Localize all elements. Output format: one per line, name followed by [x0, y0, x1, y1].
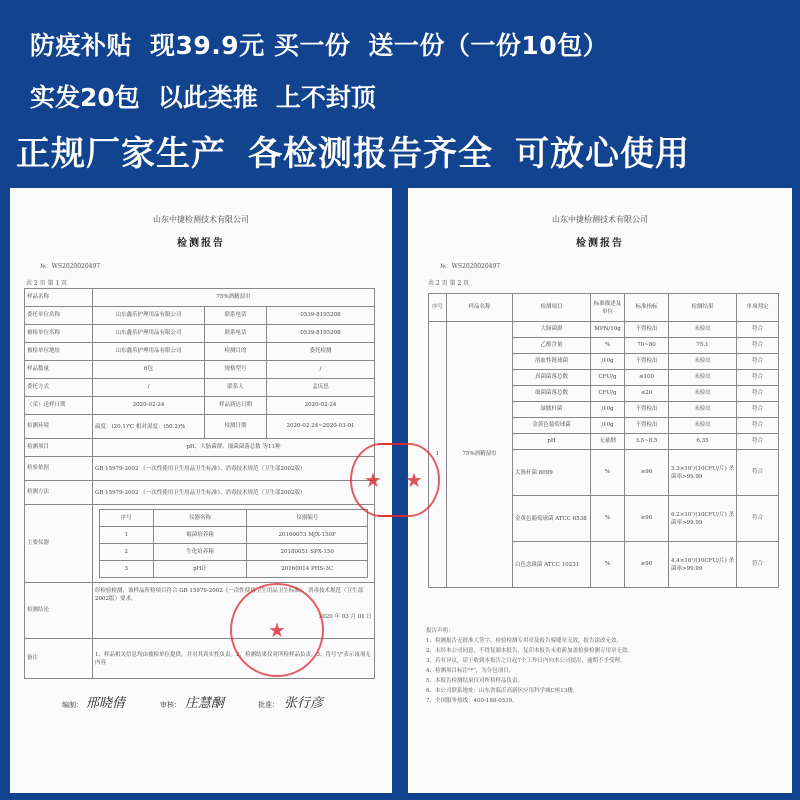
report-number: №：WS2020020497 — [440, 263, 501, 270]
cell-value: 不得检出 — [625, 322, 669, 338]
cell-value: 细菌菌落总数 — [513, 386, 591, 402]
cell-value: CFU/g — [591, 386, 625, 402]
cell-value: 真菌菌落总数 — [513, 370, 591, 386]
banner-line-1 — [30, 26, 608, 62]
page-indicator: 共 2 页 第 2 页 — [428, 280, 470, 287]
cell-value: 2020-02-24 — [93, 397, 205, 415]
column-header: 标准描述及单位 — [591, 294, 625, 322]
table-row — [25, 415, 375, 439]
report-number: №：WS2020020497 — [40, 263, 101, 270]
column-header: 标准指标 — [625, 294, 669, 322]
cell-value: 符合 — [737, 386, 779, 402]
cell-value: ≤20 — [625, 386, 669, 402]
table-row — [25, 379, 375, 397]
cell-label: 备注 — [25, 639, 93, 679]
cell-value: % — [591, 496, 625, 542]
cell-value: 符合 — [737, 338, 779, 354]
table-row — [429, 322, 779, 338]
cell-value: 符合 — [737, 354, 779, 370]
cell-value: 符合 — [737, 496, 779, 542]
cell-label: 样品到达日期 — [205, 397, 267, 415]
cell-label: 委托单位名称 — [25, 307, 93, 325]
cell-value: 1 — [100, 527, 154, 544]
cell-value: 20180051 SPX-150 — [247, 544, 368, 561]
page-indicator: 共 2 页 第 1 页 — [26, 280, 68, 287]
reports-text: 各检测报告齐全 — [248, 134, 493, 174]
instruments-table — [99, 509, 368, 578]
table-row — [25, 505, 375, 583]
cell-value: ≥90 — [625, 496, 669, 542]
cell-value: pH — [513, 434, 591, 450]
banner-line-2 — [30, 78, 376, 114]
cell-value: MPN/10g — [591, 322, 625, 338]
column-header: 仪器编号 — [247, 510, 368, 527]
cell-value: CFU/g — [591, 370, 625, 386]
statement-item: 6、本公司联系地址：山东省临沂高新区应用科学城C座13楼。 — [426, 688, 579, 694]
reviewer-signature: 庄慧酮 — [185, 696, 225, 711]
cell-value: % — [591, 542, 625, 588]
cell-value: 75%酒精湿巾 — [447, 322, 513, 588]
cell-value: 金黄色葡萄球菌 ATCC 6538 — [513, 496, 591, 542]
cell-value: ≥90 — [625, 450, 669, 496]
cell-label: 主要仪器 — [25, 505, 93, 583]
statement-title: 报告声明： — [426, 628, 454, 634]
table-row — [25, 457, 375, 481]
remark-text: 1、样品相关信息均由被检单位提供，并对其真实性负责。2、检测结果仅对所检样品负责。3、符号"/"表示该项无内容 — [93, 639, 375, 679]
column-header: 检测项目 — [513, 294, 591, 322]
statement-item: 2、未经本公司同意，不得复制本报告，复印本报告未重新加盖检验检测专用章无效。 — [426, 648, 634, 654]
cell-value: / — [93, 379, 205, 397]
cell-value: 3 — [100, 561, 154, 578]
cell-value: 1 — [429, 322, 447, 588]
cell-value: 符合 — [737, 370, 779, 386]
cell-value: /10g — [591, 354, 625, 370]
gift-text: 送一份（一份10包） — [368, 31, 609, 60]
cell-label: 被检单位地址 — [25, 343, 93, 361]
cell-value: 温度：(20.1)℃ 相对湿度：(50.2)% — [93, 415, 205, 439]
table-row — [25, 307, 375, 325]
cell-value: 4.4×10⁷/(10CFU/片) 杀菌率>99.99 — [669, 542, 737, 588]
cell-label: 联系电话 — [205, 325, 267, 343]
cell-value: 大肠杆菌 8099 — [513, 450, 591, 496]
cell-value: 3.5~8.5 — [625, 434, 669, 450]
table-header-row — [429, 294, 779, 322]
column-header: 单项判定 — [737, 294, 779, 322]
banner-line-3 — [16, 126, 690, 175]
factory-text: 正规厂家生产 — [16, 134, 226, 174]
statement-item: 7、全国服务热线：400-188-0539。 — [426, 698, 518, 704]
subsidy-text: 防疫补贴 — [30, 31, 133, 60]
cell-value: ≤100 — [625, 370, 669, 386]
cell-value: 未检出 — [669, 322, 737, 338]
table-row — [25, 639, 375, 679]
cell-value: % — [591, 338, 625, 354]
cell-value: 20160014 PHS-3C — [247, 561, 368, 578]
cell-label: 委托方式 — [25, 379, 93, 397]
approver-label: 批准： — [258, 701, 279, 709]
column-header: 仪器名称 — [153, 510, 247, 527]
company-name: 山东中捷检测技术有限公司 — [552, 215, 648, 224]
table-row — [25, 343, 375, 361]
company-name: 山东中捷检测技术有限公司 — [153, 215, 249, 224]
cell-label: 检验依据 — [25, 457, 93, 481]
table-row — [25, 397, 375, 415]
column-header: 样品名称 — [447, 294, 513, 322]
cell-label: 检测方法 — [25, 481, 93, 505]
cell-value: 乙醇含量 — [513, 338, 591, 354]
star-icon: ★ — [405, 468, 423, 492]
cell-value: 70~80 — [625, 338, 669, 354]
test-report-page-1 — [10, 188, 392, 793]
cell-label: 样品名称 — [25, 289, 93, 307]
statement-item: 3、若有异议，请于收到本报告之日起7个工作日内向本公司提出，逾期不予受理。 — [426, 658, 626, 664]
table-row — [100, 544, 368, 561]
cell-value: / — [267, 361, 375, 379]
cell-value: 符合 — [737, 434, 779, 450]
cell-value: 未检出 — [669, 418, 737, 434]
cell-value: 白色念珠菌 ATCC 10231 — [513, 542, 591, 588]
cell-value: 2020-02-24~2020-03-01 — [267, 415, 375, 439]
cell-value: 大肠菌群 — [513, 322, 591, 338]
cell-label: 检测环境 — [25, 415, 93, 439]
conclusion-text: 经检验检测，该样品所检项目符合 GB 15979-2002《一次性使用卫生用品卫生标准》、消毒技术规范（卫生部2002版）要求。 — [95, 588, 364, 602]
cell-value: 75%酒精湿巾 — [93, 289, 375, 307]
cell-value: pH计 — [153, 561, 247, 578]
approver-signature: 张行彦 — [284, 696, 324, 711]
cell-value: 未检出 — [669, 354, 737, 370]
cell-value: 符合 — [737, 418, 779, 434]
cell-value: /10g — [591, 402, 625, 418]
cell-label: 检测项目 — [25, 439, 93, 457]
column-header: 序号 — [429, 294, 447, 322]
cell-value: ≥90 — [625, 542, 669, 588]
column-header: 检测结果 — [669, 294, 737, 322]
statement-item: 5、本报告检测结果仅对所检样品负责。 — [426, 678, 524, 684]
report-statement — [426, 626, 633, 706]
cell-value: 符合 — [737, 542, 779, 588]
star-icon: ★ — [268, 618, 286, 642]
cell-value: 符合 — [737, 322, 779, 338]
cell-value: 符合 — [737, 450, 779, 496]
cell-value: 无量纲 — [591, 434, 625, 450]
cell-value: 6.35 — [669, 434, 737, 450]
price-text: 现39.9元 买一份 — [150, 31, 351, 60]
test-report-page-2 — [405, 188, 792, 793]
cell-value: 委托检测 — [267, 343, 375, 361]
cell-value: 山东鑫乐护理用品有限公司 — [93, 325, 205, 343]
cell-label: （采）送样日期 — [25, 397, 93, 415]
cell-value: 6包 — [93, 361, 205, 379]
cell-value: 2 — [100, 544, 154, 561]
promo-banner — [0, 0, 800, 185]
table-row — [25, 361, 375, 379]
cell-value: 霉菌培养箱 — [153, 527, 247, 544]
cell-value: 绿脓杆菌 — [513, 402, 591, 418]
compiler-label: 编制： — [62, 701, 83, 709]
cell-label: 样品数量 — [25, 361, 93, 379]
analogy-text: 以此类推 — [157, 83, 258, 112]
cell-value: 不得检出 — [625, 402, 669, 418]
cell-value: 0539-8195208 — [267, 325, 375, 343]
cell-value: 符合 — [737, 402, 779, 418]
no-limit-text: 上不封顶 — [275, 83, 376, 112]
table-row — [25, 289, 375, 307]
reviewer-label: 审核： — [160, 701, 181, 709]
cell-value: % — [591, 450, 625, 496]
cell-value: 金黄色葡萄球菌 — [513, 418, 591, 434]
cell-value: 溶血性链球菌 — [513, 354, 591, 370]
cell-value: /10g — [591, 418, 625, 434]
cell-value: pH、大肠菌群、细菌菌落总数 等11种 — [93, 439, 375, 457]
table-row — [25, 325, 375, 343]
cell-value: 不得检出 — [625, 354, 669, 370]
table-row — [100, 527, 368, 544]
report-title: 检测报告 — [177, 238, 225, 249]
cell-label: 规格型号 — [205, 361, 267, 379]
cell-value: 20160073 MJX-150F — [247, 527, 368, 544]
safe-use-text: 可放心使用 — [515, 134, 690, 174]
table-row — [100, 561, 368, 578]
seam-seal-stamp — [378, 443, 440, 517]
cell-label: 检测结论 — [25, 583, 93, 639]
star-icon: ★ — [364, 468, 382, 492]
cell-value: 2020-02-24 — [267, 397, 375, 415]
cell-value: 生化培养箱 — [153, 544, 247, 561]
cell-label: 联系人 — [205, 379, 267, 397]
compiler-signature: 邢晓倩 — [86, 696, 126, 711]
cell-label: 检测目的 — [205, 343, 267, 361]
cell-value: GB 15979-2002 《一次性使用卫生用品卫生标准》、消毒技术规范（卫生部2002版） — [93, 481, 375, 505]
statement-item: 4、检测项目标注"*"，为分包项目。 — [426, 668, 515, 674]
table-row — [25, 481, 375, 505]
cell-value: 不得检出 — [625, 418, 669, 434]
cell-value: 0539-8195208 — [267, 307, 375, 325]
results-table — [428, 293, 779, 588]
cell-value: 75.1 — [669, 338, 737, 354]
cell-value: 山东鑫乐护理用品有限公司 — [93, 343, 205, 361]
official-seal-stamp — [230, 583, 324, 677]
cell-value: 山东鑫乐护理用品有限公司 — [93, 307, 205, 325]
cell-label: 被检单位名称 — [25, 325, 93, 343]
table-row — [100, 510, 368, 527]
cell-value: 3.3×10⁷/(10CFU/片) 杀菌率>99.99 — [669, 450, 737, 496]
quantity-text: 实发20包 — [30, 83, 140, 112]
column-header: 序号 — [100, 510, 154, 527]
cell-value: GB 15979-2002 《一次性使用卫生用品卫生标准》、消毒技术规范（卫生部2002版） — [93, 457, 375, 481]
conclusion-date: 2020 年 03 月 01 日 — [318, 614, 372, 620]
cell-value: 孟庆思 — [267, 379, 375, 397]
report-title: 检测报告 — [576, 238, 624, 249]
cell-label: 联系电话 — [205, 307, 267, 325]
table-row — [25, 439, 375, 457]
cell-value: 未检出 — [669, 402, 737, 418]
cell-label: 检测日期 — [205, 415, 267, 439]
cell-value: 未检出 — [669, 386, 737, 402]
cell-value: 未检出 — [669, 370, 737, 386]
statement-item: 1、检测报告无批准人签字、检验检测专用章及报告骑缝章无效，报告涂改无效。 — [426, 638, 623, 644]
cell-value: 6.2×10⁷/(10CFU/片) 杀菌率>99.99 — [669, 496, 737, 542]
